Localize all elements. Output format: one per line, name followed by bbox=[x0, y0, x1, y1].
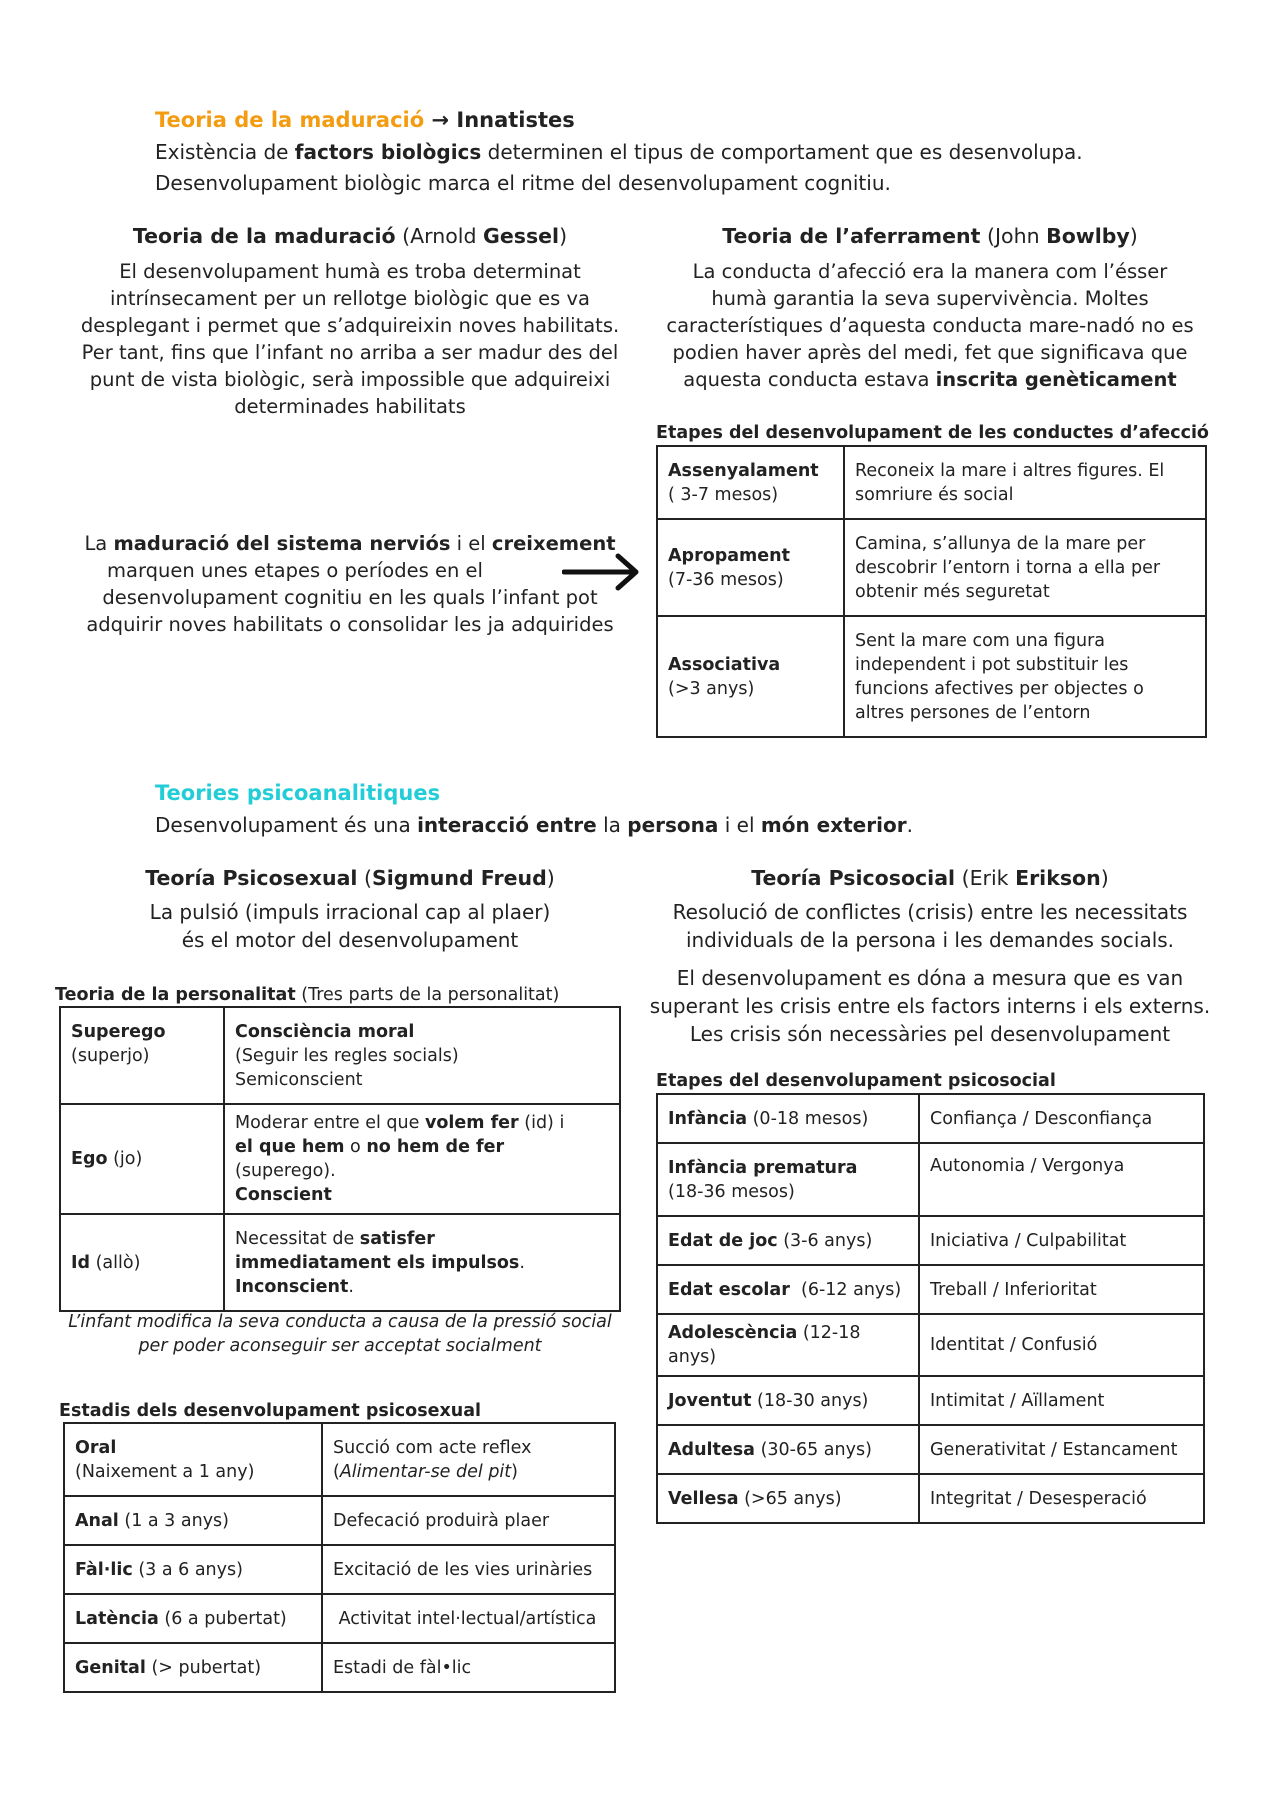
part-cell: Superego (superjo) bbox=[60, 1007, 224, 1104]
erikson-title: Teoría Psicosocial (Erik Erikson) bbox=[751, 866, 1109, 890]
stage-cell: Fàl·lic (3 a 6 anys) bbox=[64, 1545, 322, 1594]
stage-cell: Oral (Naixement a 1 any) bbox=[64, 1423, 322, 1496]
table-row bbox=[657, 1216, 1204, 1265]
gessel-line: El desenvolupament humà es troba determinat bbox=[119, 260, 581, 283]
gessel-line: determinades habilitats bbox=[234, 395, 466, 418]
description-cell: Necessitat de satisfer immediatament els impulsos. Inconscient. bbox=[224, 1214, 620, 1311]
crisis-cell: Intimitat / Aïllament bbox=[919, 1376, 1204, 1425]
arrow-right-icon bbox=[562, 551, 642, 593]
description-cell: Moderar entre el que volem fer (id) i el que hem o no hem de fer (superego). Conscient bbox=[224, 1104, 620, 1214]
table-row bbox=[64, 1496, 615, 1545]
stage-cell: Adolescència (12-18 anys) bbox=[657, 1314, 919, 1376]
bowlby-title: Teoria de l’aferrament (John Bowlby) bbox=[722, 224, 1138, 248]
crisis-cell: Generativitat / Estancament bbox=[919, 1425, 1204, 1474]
maturation-line-1: Existència de factors biològics determinen el tipus de comportament que es desenvolupa. bbox=[155, 140, 1083, 164]
stage-cell: Edat escolar (6-12 anys) bbox=[657, 1265, 919, 1314]
psychosocial-table bbox=[656, 1093, 1205, 1524]
gessel-title: Teoria de la maduració (Arnold Gessel) bbox=[132, 224, 568, 248]
stage-cell: Genital (> pubertat) bbox=[64, 1643, 322, 1692]
nervous-system-paragraph: La maduració del sistema nerviós i el creixement marquen unes etapes o períodes en el desenvolupament cognitiu en les quals l’infant pot adquirir noves habilitats o consolidar les ja adquirides bbox=[84, 532, 616, 636]
gessel-paragraph bbox=[60, 258, 640, 420]
stage-cell: Vellesa (>65 anys) bbox=[657, 1474, 919, 1523]
table-row bbox=[657, 1474, 1204, 1523]
description-cell: Camina, s’allunya de la mare per descobrir l’entorn i torna a ella per obtenir més seguretat bbox=[844, 519, 1206, 616]
affection-table-caption: Etapes del desenvolupament de les conductes d’afecció bbox=[656, 423, 1209, 443]
gessel-line: Per tant, fins que l’infant no arriba a ser madur des del bbox=[81, 341, 619, 364]
table-row bbox=[657, 446, 1206, 519]
stage-cell: Apropament (7-36 mesos) bbox=[657, 519, 844, 616]
gessel-line: desplegant i permet que s’adquireixin noves habilitats. bbox=[80, 314, 620, 337]
crisis-cell: Treball / Inferioritat bbox=[919, 1265, 1204, 1314]
table-row bbox=[64, 1545, 615, 1594]
crisis-cell: Identitat / Confusió bbox=[919, 1314, 1204, 1376]
psychoanalytic-heading: Teories psicoanalitiques bbox=[155, 781, 441, 805]
description-cell: Estadi de fàl•lic bbox=[322, 1643, 615, 1692]
table-row bbox=[64, 1643, 615, 1692]
stage-cell: Anal (1 a 3 anys) bbox=[64, 1496, 322, 1545]
stage-cell: Infància prematura (18-36 mesos) bbox=[657, 1143, 919, 1216]
gessel-line: punt de vista biològic, serà impossible que adquireixi bbox=[89, 368, 611, 391]
table-row bbox=[60, 1214, 620, 1311]
freud-title: Teoría Psicosexual (Sigmund Freud) bbox=[145, 866, 555, 890]
gessel-line: intrínsecament per un rellotge biològic que es va bbox=[110, 287, 590, 310]
stage-cell: Joventut (18-30 anys) bbox=[657, 1376, 919, 1425]
affection-table bbox=[656, 445, 1207, 738]
table-row bbox=[60, 1007, 620, 1104]
stage-cell: Associativa (>3 anys) bbox=[657, 616, 844, 737]
table-row bbox=[657, 1143, 1204, 1216]
stage-cell: Infància (0-18 mesos) bbox=[657, 1094, 919, 1143]
stage-cell: Assenyalament ( 3-7 mesos) bbox=[657, 446, 844, 519]
psychosexual-table bbox=[63, 1422, 616, 1693]
maturation-line-2: Desenvolupament biològic marca el ritme del desenvolupament cognitiu. bbox=[155, 171, 891, 195]
table-row bbox=[64, 1423, 615, 1496]
table-row bbox=[657, 1425, 1204, 1474]
table-row bbox=[657, 1265, 1204, 1314]
psychoanalytic-line: Desenvolupament és una interacció entre la persona i el món exterior. bbox=[155, 813, 913, 837]
bowlby-line: podien haver après del medi, fet que significava que bbox=[672, 341, 1188, 364]
description-cell: Consciència moral (Seguir les regles socials) Semiconscient bbox=[224, 1007, 620, 1104]
social-pressure-note: L’infant modifica la seva conducta a causa de la pressió social per poder aconseguir ser acceptat socialment bbox=[68, 1312, 612, 1356]
freud-paragraph: La pulsió (impuls irracional cap al plaer) és el motor del desenvolupament bbox=[149, 900, 551, 952]
bowlby-line: humà garantia la seva supervivència. Moltes bbox=[711, 287, 1149, 310]
crisis-cell: Iniciativa / Culpabilitat bbox=[919, 1216, 1204, 1265]
table-row bbox=[64, 1594, 615, 1643]
bowlby-line: característiques d’aquesta conducta mare-nadó no es bbox=[666, 314, 1194, 337]
table-row bbox=[657, 1314, 1204, 1376]
table-row bbox=[657, 616, 1206, 737]
erikson-paragraph-1: Resolució de conflictes (crisis) entre les necessitats individuals de la persona i les demandes socials. bbox=[672, 900, 1188, 952]
crisis-cell: Confiança / Desconfiança bbox=[919, 1094, 1204, 1143]
description-cell: Reconeix la mare i altres figures. El somriure és social bbox=[844, 446, 1206, 519]
bowlby-paragraph bbox=[640, 258, 1220, 393]
table-row bbox=[60, 1104, 620, 1214]
description-cell: Activitat intel·lectual/artística bbox=[322, 1594, 615, 1643]
psychosocial-table-caption: Etapes del desenvolupament psicosocial bbox=[656, 1071, 1056, 1091]
erikson-paragraph-2: El desenvolupament es dóna a mesura que es van superant les crisis entre els factors interns i els externs. Les crisis són necessàries pel desenvolupament bbox=[649, 966, 1211, 1046]
maturation-heading: Teoria de la maduració → Innatistes bbox=[155, 108, 575, 132]
personality-table bbox=[59, 1006, 621, 1312]
bowlby-line: aquesta conducta estava inscrita genèticament bbox=[683, 368, 1177, 391]
table-row bbox=[657, 519, 1206, 616]
table-row bbox=[657, 1376, 1204, 1425]
personality-table-caption: Teoria de la personalitat (Tres parts de la personalitat) bbox=[55, 985, 560, 1005]
table-row bbox=[657, 1094, 1204, 1143]
description-cell: Succió com acte reflex (Alimentar-se del pit) bbox=[322, 1423, 615, 1496]
bowlby-line: La conducta d’afecció era la manera com l’ésser bbox=[692, 260, 1168, 283]
stage-cell: Latència (6 a pubertat) bbox=[64, 1594, 322, 1643]
part-cell: Ego (jo) bbox=[60, 1104, 224, 1214]
description-cell: Defecació produirà plaer bbox=[322, 1496, 615, 1545]
stage-cell: Edat de joc (3-6 anys) bbox=[657, 1216, 919, 1265]
stage-cell: Adultesa (30-65 anys) bbox=[657, 1425, 919, 1474]
part-cell: Id (allò) bbox=[60, 1214, 224, 1311]
crisis-cell: Autonomia / Vergonya bbox=[919, 1143, 1204, 1216]
description-cell: Sent la mare com una figura independent i pot substituir les funcions afectives per objectes o altres persones de l’entorn bbox=[844, 616, 1206, 737]
psychosexual-table-caption: Estadis dels desenvolupament psicosexual bbox=[59, 1401, 482, 1421]
description-cell: Excitació de les vies urinàries bbox=[322, 1545, 615, 1594]
crisis-cell: Integritat / Desesperació bbox=[919, 1474, 1204, 1523]
